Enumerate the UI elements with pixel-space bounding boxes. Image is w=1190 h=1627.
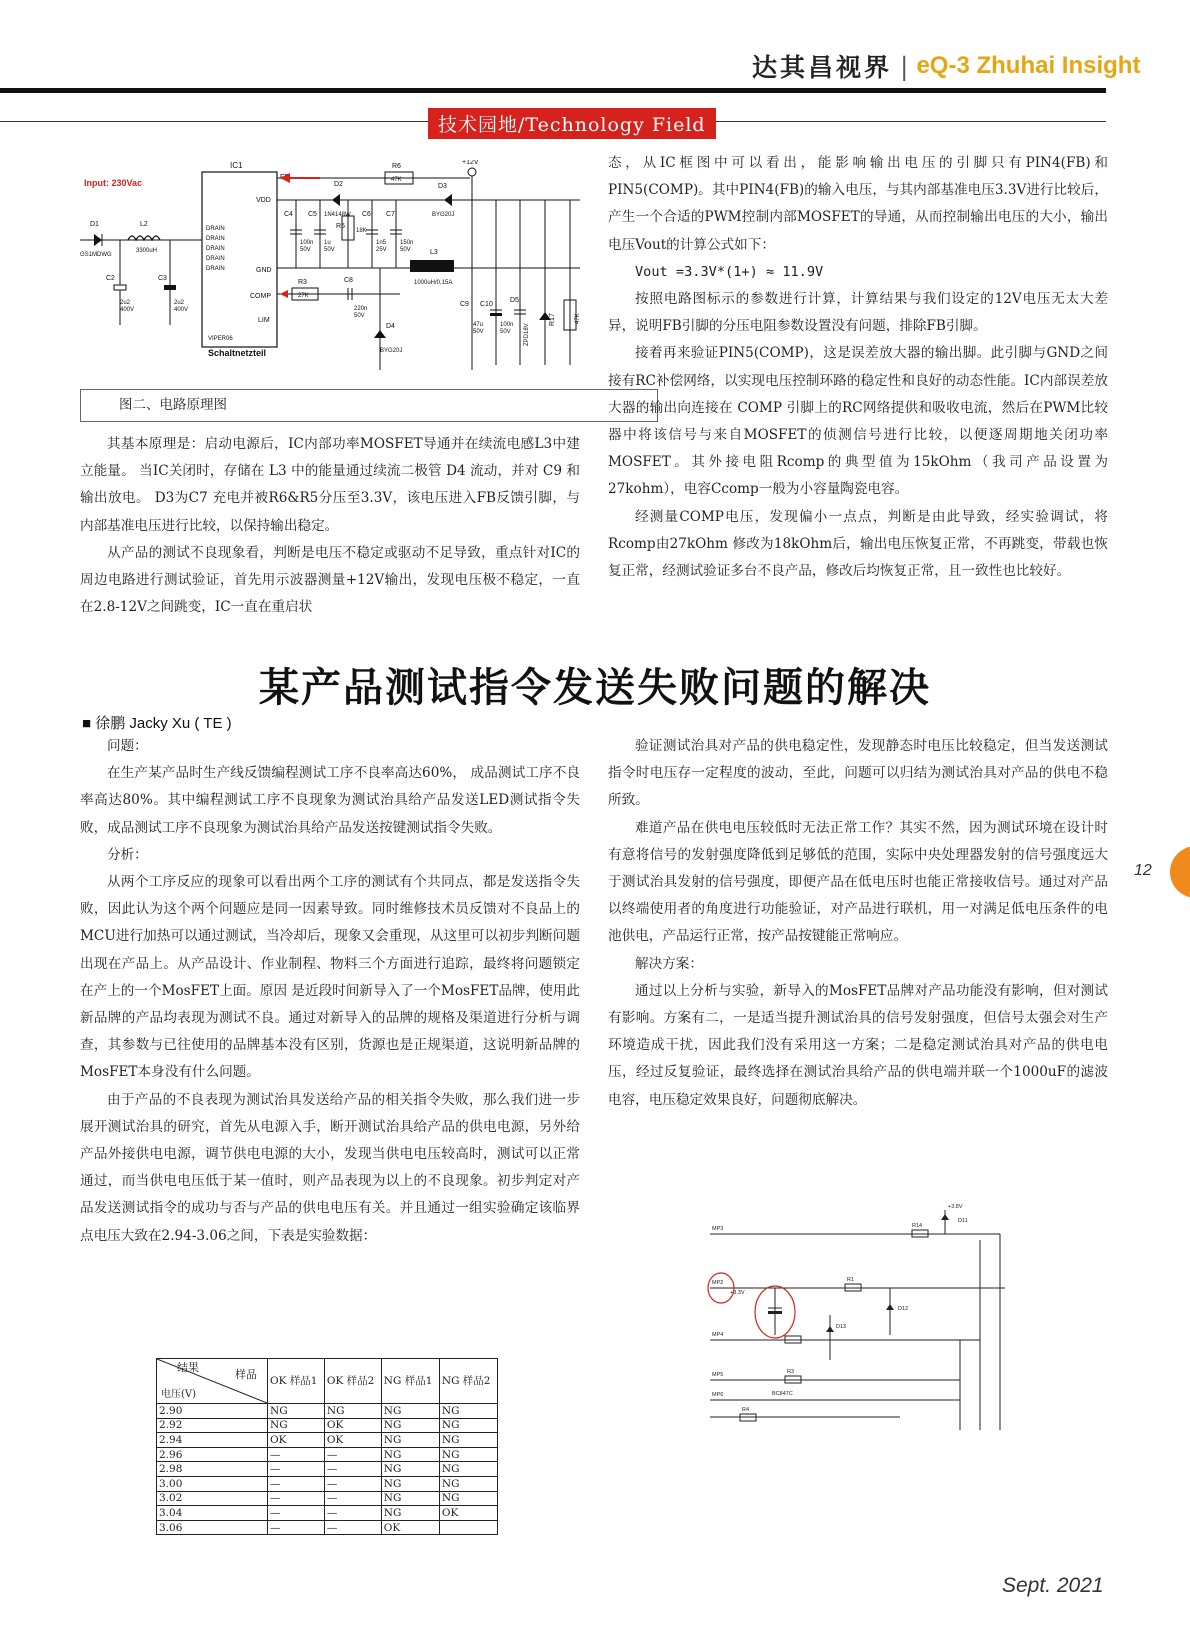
- result-cell: OK: [381, 1520, 439, 1535]
- mp3-label: MP3: [712, 1226, 724, 1232]
- input-label: Input: 230Vac: [84, 178, 143, 188]
- result-cell: NG: [439, 1418, 497, 1433]
- result-cell: NG: [439, 1476, 497, 1491]
- r1-label: R1: [847, 1277, 855, 1283]
- r3-label: R3: [298, 279, 307, 286]
- voltage-cell: 2.98: [157, 1462, 268, 1477]
- table-row: [157, 1491, 498, 1506]
- article-left-paragraph: 从两个工序反应的现象可以看出两个工序的测试有个共同点，都是发送指令失败，因此认为这个两个问题应是同一因素导致。同时维修技术员反馈对不良品上的MCU进行加热可以通过测试，当冷却后，现象又会重现，从这里可以初步判断问题出现在产品上。从产品设计、作业制程、物料三个方面进行追踪，最终将问题锁定在产上的一个MosFET上面。原因 是近段时间新导入了一个MosFET品牌，使用此新品牌的产品均表现为测试不良。通过对新导入的品牌的规格及渠道进行分析与调查，其参数与已往使用的品牌基本没有区别，货源也是正规渠道，这说明新品牌的MosFET本身没有什么问题。: [80, 874, 580, 1081]
- c5-val2: 50V: [324, 247, 335, 253]
- ic-caption: Schaltnetzteil: [208, 348, 267, 358]
- column-header: OK 样品1: [268, 1359, 325, 1404]
- article-left-column: [80, 733, 580, 1250]
- c10-val2: 50V: [500, 329, 511, 335]
- d4-part: BYG20J: [380, 348, 403, 354]
- r14-label: R14: [912, 1223, 923, 1229]
- pin-gnd: GND: [256, 267, 272, 274]
- result-cell: OK: [268, 1433, 325, 1448]
- result-cell: NG: [324, 1404, 381, 1419]
- voltage-cell: 2.92: [157, 1418, 268, 1433]
- c3-val1: 2u2: [174, 300, 185, 306]
- l3-value: 1000uH/0,15A: [414, 280, 453, 286]
- article-author: ■ 徐鹏 Jacky Xu ( TE ): [82, 715, 232, 732]
- result-cell: —: [268, 1520, 325, 1535]
- d2-part: 1N4148W: [324, 212, 351, 218]
- result-cell: —: [324, 1462, 381, 1477]
- c9-label: C9: [460, 301, 469, 308]
- drain-1: DRAIN: [206, 226, 225, 232]
- v12-label: +12V: [462, 160, 479, 166]
- c4-val1: 100n: [300, 240, 314, 246]
- table-header-row: [157, 1359, 498, 1404]
- c9-val2: 50V: [473, 329, 484, 335]
- d1-part: GS1MDWG: [80, 252, 112, 258]
- section1-right-paragraph: 态，从IC框图中可以看出，能影响输出电压的引脚只有PIN4(FB)和PIN5(COMP)。其中PIN4(FB)的输入电压，与其内部基准电压3.3V进行比较后，产生一个合适的PWM控制内部MOSFET的导通，从而控制输出电压的大小，输出电压Vout的计算公式如下：: [608, 155, 1108, 253]
- c7-val1: 150n: [400, 240, 414, 246]
- article-right-paragraph: 解决方案：: [635, 955, 703, 972]
- section1-left-paragraph: 从产品的测试不良现象看，判断是电压不稳定或驱动不足导致，重点针对IC的周边电路进行测试验证，首先用示波器测量+12V输出，发现电压极不稳定，一直在2.8-12V之间跳变，IC一直在重启状: [80, 544, 580, 616]
- table-row: [157, 1447, 498, 1462]
- header-voltage: 电压(V): [161, 1389, 197, 1400]
- table-diagonal-header: [157, 1359, 268, 1404]
- voltage-cell: 3.06: [157, 1520, 268, 1535]
- c4-label: C4: [284, 211, 293, 218]
- c3-label: C3: [158, 275, 167, 282]
- result-cell: —: [268, 1462, 325, 1477]
- vout-formula: Vout =3.3V*(1+) ≈ 11.9V: [635, 263, 824, 280]
- section1-left-paragraph: 其基本原理是：启动电源后，IC内部功率MOSFET导通并在续流电感L3中建立能量。 当IC关闭时，存储在 L3 中的能量通过续流二极管 D4 流动，并对 C9 和输出放电。 D3为C7 充电并被R6&R5分压至3.3V，该电压进入FB反馈引脚，与内部基准电压进行比较，以保持输出稳定。: [80, 436, 580, 534]
- result-cell: —: [268, 1447, 325, 1462]
- page-number: 12: [1134, 862, 1152, 879]
- table-row: [157, 1520, 498, 1535]
- column-header: NG 样品2: [439, 1359, 497, 1404]
- brand-separator: |: [900, 51, 909, 81]
- transistor-label: BC847C: [772, 1391, 793, 1397]
- voltage-cell: 3.04: [157, 1506, 268, 1521]
- page-tab: [1170, 846, 1190, 898]
- drain-3: DRAIN: [206, 246, 225, 252]
- table-row: [157, 1418, 498, 1433]
- result-cell: NG: [381, 1447, 439, 1462]
- drain-5: DRAIN: [206, 266, 225, 272]
- r17-label: R17: [549, 313, 556, 326]
- result-cell: NG: [439, 1404, 497, 1419]
- r6-value: 47K: [391, 177, 402, 183]
- article-left-paragraph: 在生产某产品时生产线反馈编程测试工序不良率高达60%， 成品测试工序不良率高达80%。其中编程测试工序不良现象为测试治具给产品发送LED测试指令失败，成品测试工序不良现象为测试治具给产品发送按键测试指令失败。: [80, 765, 580, 836]
- result-cell: OK: [439, 1506, 497, 1521]
- circuit-schematic: [80, 160, 610, 380]
- result-cell: NG: [381, 1491, 439, 1506]
- pin-vdd: VDD: [256, 197, 271, 204]
- result-cell: NG: [439, 1462, 497, 1477]
- c7-label: C7: [386, 211, 395, 218]
- result-cell: —: [268, 1491, 325, 1506]
- table-row: [157, 1404, 498, 1419]
- article-right-column: [608, 733, 1108, 1114]
- c4-val2: 50V: [300, 247, 311, 253]
- c2-val1: 2u2: [120, 300, 131, 306]
- result-cell: —: [324, 1520, 381, 1535]
- c7-val2: 50V: [400, 247, 411, 253]
- column-header: OK 样品2: [324, 1359, 381, 1404]
- figure1-caption: 图二、电路原理图: [80, 389, 658, 422]
- brand-cn: 达其昌视界: [752, 53, 893, 82]
- d4-label: D4: [386, 323, 395, 330]
- c8-label: C8: [344, 277, 353, 284]
- section1-right-column: [608, 150, 1108, 585]
- table-row: [157, 1506, 498, 1521]
- brand-en: eQ-3 Zhuhai Insight: [916, 52, 1141, 79]
- table-row: [157, 1433, 498, 1448]
- result-cell: NG: [381, 1418, 439, 1433]
- article-left-paragraph: 分析：: [107, 846, 148, 863]
- result-cell: NG: [381, 1506, 439, 1521]
- result-cell: NG: [381, 1476, 439, 1491]
- column-header: NG 样品1: [381, 1359, 439, 1404]
- d3-label: D3: [438, 183, 447, 190]
- result-cell: —: [324, 1476, 381, 1491]
- c6-label: C6: [362, 211, 371, 218]
- voltage-test-table: [156, 1358, 498, 1535]
- result-cell: —: [324, 1491, 381, 1506]
- ic1-label: IC1: [230, 161, 243, 170]
- result-cell: NG: [268, 1404, 325, 1419]
- d5-part: ZPD18V: [524, 323, 530, 346]
- pin-comp: COMP: [250, 293, 271, 300]
- result-cell: NG: [381, 1404, 439, 1419]
- c6-val2: 25V: [376, 247, 387, 253]
- section1-right-paragraph: 经测量COMP电压，发现偏小一点点，判断是由此导致，经实验调试，将Rcomp由27kOhm 修改为18kOhm后，输出电压恢复正常，不再跳变，带载也恢复正常，经测试验证多台不良产品，修改后均恢复正常，且一致性也比较好。: [608, 508, 1108, 580]
- d13-label: D13: [836, 1324, 847, 1330]
- r3-fixture-label: R3: [787, 1369, 795, 1375]
- table-row: [157, 1462, 498, 1477]
- result-cell: NG: [439, 1433, 497, 1448]
- result-cell: NG: [268, 1418, 325, 1433]
- header-result: 结果: [177, 1361, 199, 1374]
- c10-val1: 100n: [500, 322, 514, 328]
- article-left-paragraph: 由于产品的不良表现为测试治具发送给产品的相关指令失败，那么我们进一步展开测试治具的研究，首先从电源入手，断开测试治具给产品的供电电源，另外给产品外接供电电源，调节供电电源的大小，发现当供电电压较高时，测试可以正常通过，而当供电电压低于某一值时，则产品表现为以上的不良现象。初步判定对产品发送测试指令的成功与否与产品的供电电压有关。并且通过一组实验确定该临界点电压大致在2.94-3.06之间，下表是实验数据：: [80, 1091, 580, 1244]
- c3-val2: 400V: [174, 307, 189, 313]
- d1-label: D1: [90, 221, 99, 228]
- voltage-cell: 2.94: [157, 1433, 268, 1448]
- mp2-label: MP2: [712, 1280, 724, 1286]
- c8-val2: 50V: [354, 313, 365, 319]
- issue-date: Sept. 2021: [1002, 1574, 1104, 1597]
- drain-2: DRAIN: [206, 236, 225, 242]
- l2-label: L2: [140, 221, 148, 228]
- result-cell: OK: [324, 1418, 381, 1433]
- c2-val2: 400V: [120, 307, 135, 313]
- v33-label: +3.3V: [730, 1290, 745, 1296]
- c5-val1: 1u: [324, 240, 331, 246]
- c2-label: C2: [106, 275, 115, 282]
- result-cell: —: [268, 1476, 325, 1491]
- mp6-label: MP6: [712, 1392, 724, 1398]
- section1-left-column: [80, 431, 580, 621]
- header-rule-thick: [0, 88, 1106, 93]
- d11-label: D11: [958, 1218, 968, 1224]
- d5-label: D5: [510, 297, 519, 304]
- mp4-label: MP4: [712, 1332, 724, 1338]
- c5-label: C5: [308, 211, 317, 218]
- voltage-cell: 3.02: [157, 1491, 268, 1506]
- voltage-cell: 2.90: [157, 1404, 268, 1419]
- section1-right-paragraph: 接着再来验证PIN5(COMP)，这是误差放大器的输出脚。此引脚与GND之间接有RC补偿网络，以实现电压控制环路的稳定性和良好的动态性能。IC内部误差放大器的输出向连接在 COMP 引脚上的RC网络提供和吸收电流，然后在PWM比较器中将该信号与来自MOSFET的侦测信号进行比较，以便逐周期地关闭功率 MOSFET。其外接电阻Rcomp的典型值为15kOhm（我司产品设置为27kohm），电容Ccomp一般为小容量陶瓷电容。: [608, 345, 1108, 498]
- fixture-circuit: [700, 1200, 1020, 1440]
- result-cell: [439, 1520, 497, 1535]
- l3-label: L3: [430, 249, 438, 256]
- section-tag: 技术园地/Technology Field: [428, 108, 716, 139]
- article-title: 某产品测试指令发送失败问题的解决: [259, 664, 931, 711]
- article-left-paragraph: 问题：: [107, 738, 148, 754]
- r17-value: 47K: [575, 313, 581, 324]
- pin-lim: LIM: [258, 317, 270, 324]
- v38-label: +3.8V: [948, 1204, 963, 1210]
- r6-label: R6: [392, 163, 401, 170]
- c9-val1: 47u: [473, 322, 484, 328]
- result-cell: —: [324, 1447, 381, 1462]
- article-right-paragraph: 通过以上分析与实验，新导入的MosFET品牌对产品功能没有影响，但对测试有影响。方案有二，一是适当提升测试治具的信号发射强度，但信号太强会对生产环境造成干扰，因此我们没有采用这一方案；二是稳定测试治具对产品的供电电压，经过反复验证，最终选择在测试治具给产品的供电端并联一个1000uF的滤波电容，电压稳定效果良好，问题彻底解决。: [608, 982, 1108, 1108]
- c8-val1: 220n: [354, 306, 368, 312]
- d2-label: D2: [334, 181, 343, 188]
- l2-value: 3300uH: [136, 248, 158, 254]
- d12-label: D12: [898, 1306, 909, 1312]
- mp5-label: MP5: [712, 1372, 724, 1378]
- article-right-paragraph: 难道产品在供电电压较低时无法正常工作？其实不然，因为测试环境在设计时有意将信号的发射强度降低到足够低的范围，实际中央处理器发射的信号强度远大于测试治具发射的信号强度，即便产品在低电压时也能正常接收信号。通过对产品以终端使用者的角度进行功能验证，对产品进行联机，用一对满足低电压条件的电池供电，产品运行正常，按产品按键能正常响应。: [608, 819, 1108, 945]
- header-sample: 样品: [235, 1368, 257, 1381]
- result-cell: —: [324, 1506, 381, 1521]
- result-cell: NG: [381, 1433, 439, 1448]
- result-cell: —: [268, 1506, 325, 1521]
- c6-val1: 1n5: [376, 240, 387, 246]
- voltage-cell: 2.96: [157, 1447, 268, 1462]
- article-right-paragraph: 验证测试治具对产品的供电稳定性，发现静态时电压比较稳定，但当发送测试指令时电压存一定程度的波动，至此，问题可以归结为测试治具对产品的供电不稳所致。: [608, 738, 1108, 809]
- c10-label: C10: [480, 301, 493, 308]
- result-cell: NG: [381, 1462, 439, 1477]
- r4-label: R4: [742, 1407, 750, 1413]
- result-cell: NG: [439, 1447, 497, 1462]
- masthead: [752, 48, 1140, 84]
- r5-value: 18K: [356, 228, 367, 234]
- r3-value: 27K: [298, 293, 309, 299]
- ic-name: VIPER06: [208, 336, 233, 342]
- voltage-cell: 3.00: [157, 1476, 268, 1491]
- result-cell: NG: [439, 1491, 497, 1506]
- section1-right-paragraph: 按照电路图标示的参数进行计算，计算结果与我们设定的12V电压无太大差异，说明FB引脚的分压电阻参数设置没有问题，排除FB引脚。: [608, 291, 1108, 335]
- r5-label: R5: [336, 223, 345, 230]
- d3-part: BYG20J: [432, 212, 455, 218]
- table-row: [157, 1476, 498, 1491]
- drain-4: DRAIN: [206, 256, 225, 262]
- result-cell: OK: [324, 1433, 381, 1448]
